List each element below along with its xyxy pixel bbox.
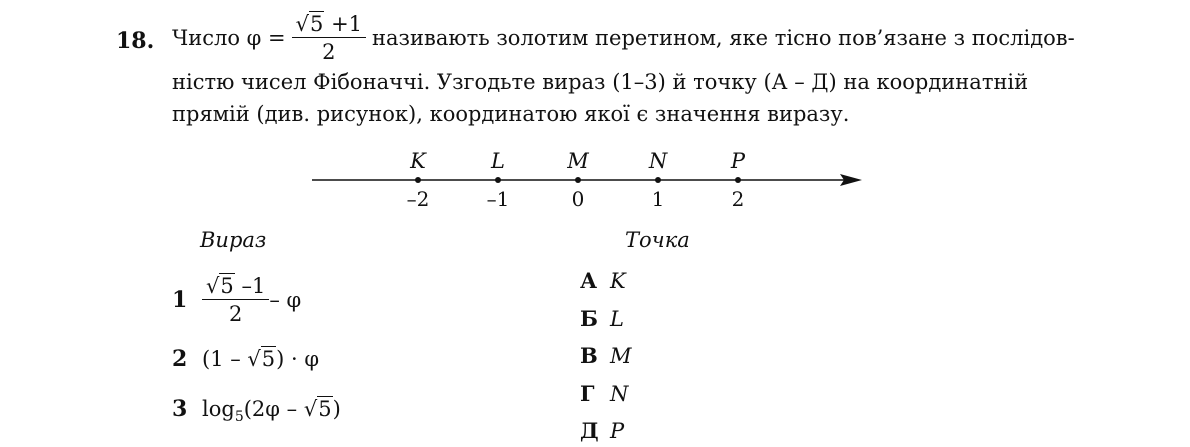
point-value: 0 bbox=[571, 187, 585, 211]
option-c: В M bbox=[580, 343, 632, 368]
option-e: Д P bbox=[580, 418, 625, 443]
intro-before: Число φ = bbox=[172, 26, 286, 50]
phi-denominator: 2 bbox=[322, 40, 336, 64]
point-marker bbox=[495, 177, 501, 183]
option-b: Б L bbox=[580, 306, 624, 331]
sqrt-five: √5 bbox=[206, 274, 234, 298]
expression-fraction: $\frac{√5 -1}{2}$ bbox=[202, 274, 269, 326]
option-d: Г N bbox=[580, 381, 629, 406]
option-a: А K bbox=[580, 268, 626, 293]
task-intro-line3: прямій (див. рисунок), координатою якої є значення виразу. bbox=[172, 102, 850, 126]
point-marker bbox=[735, 177, 741, 183]
point-marker bbox=[415, 177, 421, 183]
sqrt-five: √5 bbox=[303, 397, 332, 421]
point-letter: P bbox=[730, 149, 746, 173]
number-line bbox=[0, 140, 1190, 215]
point-marker bbox=[655, 177, 661, 183]
task-intro-line1 bbox=[172, 8, 1075, 68]
task-number: 18. bbox=[116, 28, 155, 54]
point-letter: M bbox=[567, 149, 589, 173]
options-header: Точка bbox=[625, 228, 690, 252]
phi-fraction: $\frac{√5 +1}{2}$ bbox=[292, 12, 366, 64]
task-intro-line2: ністю чисел Фібоначчі. Узгодьте вираз (1–3) й точку (А – Д) на координатній bbox=[172, 70, 1029, 94]
point-value: –2 bbox=[406, 187, 430, 211]
sqrt-five: √5 bbox=[295, 12, 324, 36]
point-value: 1 bbox=[651, 187, 665, 211]
point-value: 2 bbox=[731, 187, 745, 211]
point-letter: N bbox=[648, 149, 668, 173]
expression-2: 2 (1 – √5) · φ bbox=[172, 346, 320, 372]
expression-number: 2 bbox=[172, 346, 188, 372]
expression-1: 1 $\frac{√5 -1}{2}$ – φ bbox=[172, 274, 302, 326]
intro-after: називають золотим перетином, яке тісно пов’язане з послідов- bbox=[372, 26, 1075, 50]
point-letter: K bbox=[410, 149, 426, 173]
sqrt-five: √5 bbox=[247, 347, 276, 371]
expression-number: 1 bbox=[172, 287, 188, 313]
expression-number: 3 bbox=[172, 396, 188, 422]
expression-3: 3 $\log_5(2\varphi - √5)$ bbox=[172, 396, 341, 425]
expressions-header: Вираз bbox=[200, 228, 267, 252]
point-letter: L bbox=[491, 149, 505, 173]
point-marker bbox=[575, 177, 581, 183]
point-value: –1 bbox=[486, 187, 510, 211]
